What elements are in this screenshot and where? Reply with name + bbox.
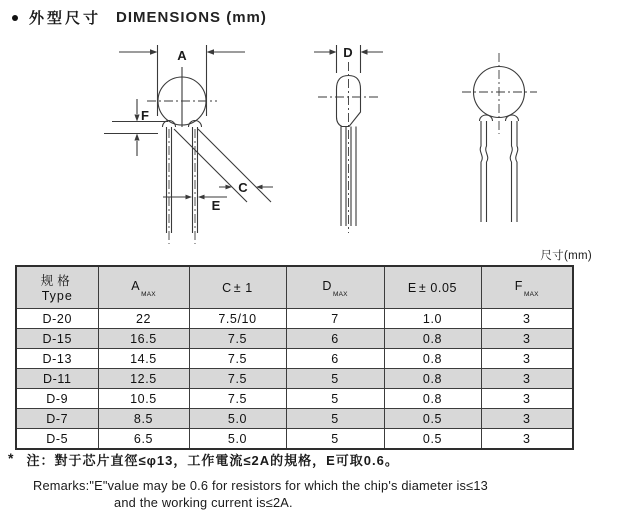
- dim-label-e: E: [211, 198, 221, 213]
- cell-d: 5: [286, 389, 384, 409]
- arrow-left-icon: [207, 49, 215, 54]
- arrow-left-icon: [198, 195, 205, 200]
- col-header-e-tol: ± 0.05: [418, 280, 458, 295]
- col-header-f-main: F: [514, 279, 524, 294]
- cell-d: 7: [286, 309, 384, 329]
- cell-a: 22: [98, 309, 189, 329]
- col-header-type-en: Type: [41, 288, 73, 303]
- dim-label-c: C: [238, 180, 248, 195]
- cell-f: 3: [481, 389, 573, 409]
- cell-f: 3: [481, 349, 573, 369]
- table-row: [16, 429, 573, 450]
- arrow-right-icon: [330, 49, 337, 54]
- page-title-en: DIMENSIONS (mm): [116, 9, 267, 26]
- cell-a: 12.5: [98, 369, 189, 389]
- cell-c: 5.0: [189, 409, 286, 429]
- dim-f-ref-lines: [104, 122, 168, 134]
- cell-d: 6: [286, 329, 384, 349]
- cell-type: D-13: [16, 349, 98, 369]
- col-header-type: [16, 266, 98, 309]
- col-header-a-sub: MAX: [141, 290, 156, 298]
- col-header-f-sub: MAX: [524, 290, 539, 298]
- arrow-up-icon: [134, 134, 139, 141]
- footnote-zh: [8, 450, 399, 469]
- table-row: [16, 369, 573, 389]
- cell-c: 7.5: [189, 349, 286, 369]
- lead-wires: [167, 127, 198, 233]
- cell-d: 5: [286, 409, 384, 429]
- cell-f: 3: [481, 369, 573, 389]
- cell-type: D-7: [16, 409, 98, 429]
- arrow-right-icon: [150, 49, 158, 54]
- cell-d: 6: [286, 349, 384, 369]
- dim-label-a: A: [177, 48, 187, 63]
- cell-c: 7.5: [189, 329, 286, 349]
- kinked-lead-left: [480, 121, 488, 222]
- cell-e: 0.5: [384, 409, 481, 429]
- cell-a: 10.5: [98, 389, 189, 409]
- diagram-front-view: [104, 45, 273, 244]
- table-row: [16, 389, 573, 409]
- table-unit-label: 尺寸(mm): [540, 250, 592, 262]
- cell-type: D-11: [16, 369, 98, 389]
- asterisk-icon: *: [8, 450, 15, 466]
- footnote-zh-text: 注：對于芯片直徑≤φ13，工作電流≤2A的規格，E可取0.6。: [26, 453, 399, 468]
- cell-type: D-15: [16, 329, 98, 349]
- dimension-diagrams: [0, 0, 644, 250]
- cell-f: 3: [481, 409, 573, 429]
- cell-e: 0.8: [384, 349, 481, 369]
- cell-d: 5: [286, 369, 384, 389]
- lead-bend-guides: [174, 129, 271, 202]
- table-header-row: [16, 266, 573, 309]
- cell-c: 7.5: [189, 369, 286, 389]
- cell-f: 3: [481, 329, 573, 349]
- diagram-kinked-lead-view: [462, 53, 537, 222]
- arrow-left-icon: [361, 49, 368, 54]
- cell-a: 6.5: [98, 429, 189, 450]
- cell-type: D-20: [16, 309, 98, 329]
- dimensions-table: [15, 265, 574, 450]
- table-row: [16, 349, 573, 369]
- kinked-lead-right: [510, 121, 518, 222]
- cell-a: 14.5: [98, 349, 189, 369]
- col-header-c-main: C: [222, 280, 232, 295]
- col-header-d: [286, 266, 384, 309]
- cell-c: 7.5/10: [189, 309, 286, 329]
- cell-a: 8.5: [98, 409, 189, 429]
- table-row: [16, 309, 573, 329]
- cell-e: 0.8: [384, 369, 481, 389]
- cell-a: 16.5: [98, 329, 189, 349]
- arrow-down-icon: [134, 115, 139, 122]
- col-header-e-main: E: [407, 280, 417, 295]
- col-header-a: [98, 266, 189, 309]
- col-header-d-main: D: [322, 279, 332, 294]
- col-header-f: [481, 266, 573, 309]
- remark-line-2: and the working current is≤2A.: [114, 495, 293, 510]
- cell-f: 3: [481, 429, 573, 450]
- page-title-zh: 外型尺寸: [29, 10, 102, 27]
- cell-e: 0.5: [384, 429, 481, 450]
- dim-label-f: F: [141, 108, 149, 123]
- arrow-right-icon: [186, 195, 193, 200]
- cell-c: 5.0: [189, 429, 286, 450]
- col-header-e: [384, 266, 481, 309]
- cell-type: D-9: [16, 389, 98, 409]
- cell-e: 1.0: [384, 309, 481, 329]
- cell-d: 5: [286, 429, 384, 450]
- cell-e: 0.8: [384, 329, 481, 349]
- cell-f: 3: [481, 309, 573, 329]
- table-row: [16, 329, 573, 349]
- table-row: [16, 409, 573, 429]
- col-header-a-main: A: [131, 279, 141, 294]
- remark-line-1: Remarks:"E"value may be 0.6 for resistors for which the chip's diameter is≤13: [33, 478, 488, 493]
- dim-label-d: D: [343, 45, 353, 60]
- col-header-c: [189, 266, 286, 309]
- cell-type: D-5: [16, 429, 98, 450]
- diagram-side-view: [314, 45, 383, 233]
- cell-e: 0.8: [384, 389, 481, 409]
- col-header-c-tol: ± 1: [233, 280, 253, 295]
- cell-c: 7.5: [189, 389, 286, 409]
- col-header-type-zh: 规格: [40, 273, 74, 288]
- col-header-d-sub: MAX: [332, 290, 348, 298]
